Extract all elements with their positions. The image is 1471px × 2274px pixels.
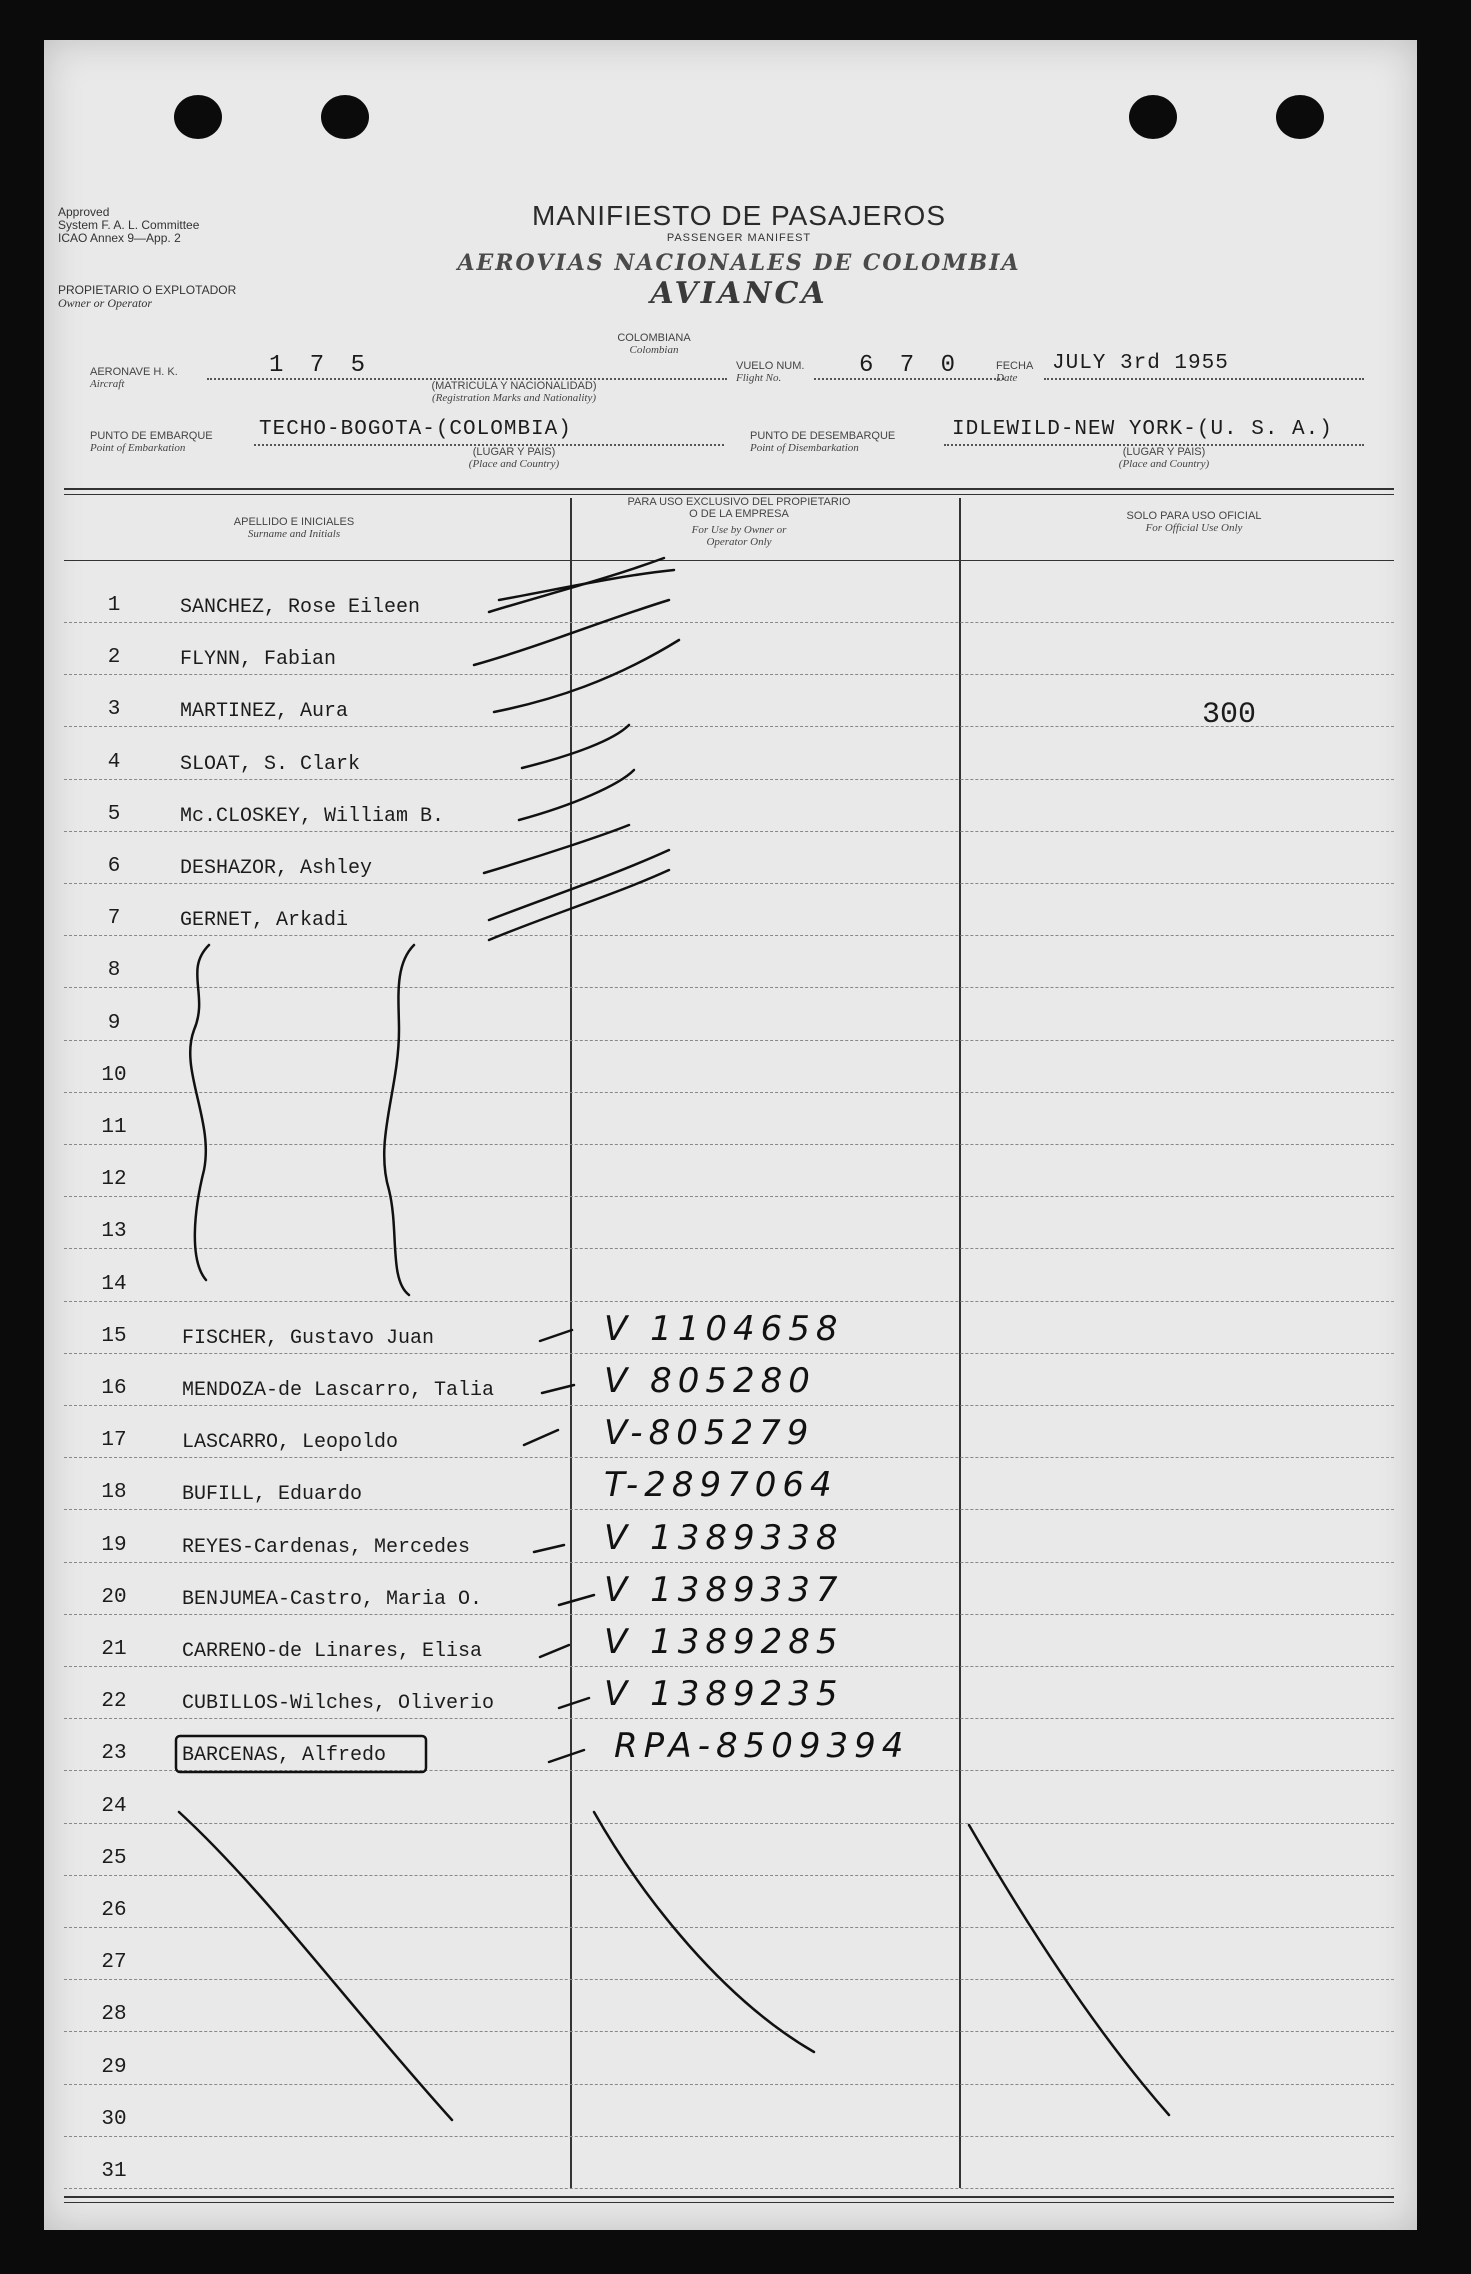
official-note: 300 bbox=[1202, 698, 1257, 732]
nationality-sublabel: Colombian bbox=[629, 344, 679, 356]
row-number: 22 bbox=[101, 1690, 127, 1713]
void-line bbox=[179, 1812, 452, 2120]
disembark-label: PUNTO DE DESEMBARQUE bbox=[750, 430, 896, 442]
row-number: 26 bbox=[101, 1899, 127, 1922]
airline-brand: AVIANCA bbox=[650, 276, 828, 311]
row-number: 31 bbox=[101, 2160, 127, 2183]
tick-mark bbox=[559, 1595, 594, 1605]
owner-header-en1: For Use by Owner or bbox=[691, 524, 787, 536]
official-header-en: For Official Use Only bbox=[1145, 522, 1243, 534]
owner-header-es1: PARA USO EXCLUSIVO DEL PROPIETARIO bbox=[627, 496, 851, 508]
check-mark bbox=[474, 600, 669, 665]
row-number: 15 bbox=[101, 1325, 127, 1348]
date-label: FECHA bbox=[996, 360, 1034, 372]
document-number: T-2897064 bbox=[604, 1465, 838, 1505]
passenger-name: FLYNN, Fabian bbox=[180, 648, 337, 671]
passenger-name: GERNET, Arkadi bbox=[180, 909, 349, 932]
passenger-name: BUFILL, Eduardo bbox=[182, 1483, 363, 1506]
date-sublabel: Date bbox=[996, 372, 1018, 384]
tick-mark bbox=[540, 1330, 572, 1341]
approval-line: Approved bbox=[58, 205, 110, 219]
document-number: V 1389337 bbox=[604, 1570, 844, 1610]
void-line bbox=[594, 1812, 814, 2052]
passenger-name: DESHAZOR, Ashley bbox=[180, 857, 373, 880]
document-number: V 805280 bbox=[604, 1361, 816, 1401]
check-mark bbox=[489, 870, 669, 940]
owner-sublabel: Owner or Operator bbox=[58, 296, 153, 310]
brace-mark bbox=[384, 945, 414, 1295]
passenger-name: CUBILLOS-Wilches, Oliverio bbox=[182, 1692, 495, 1715]
tick-mark bbox=[542, 1385, 574, 1393]
passenger-name: FISCHER, Gustavo Juan bbox=[182, 1327, 435, 1350]
owner-header-es2: O DE LA EMPRESA bbox=[689, 508, 789, 520]
page-title: MANIFIESTO DE PASAJEROS bbox=[531, 200, 947, 231]
row-number: 29 bbox=[101, 2056, 127, 2079]
tick-mark bbox=[549, 1750, 584, 1762]
names-header-es: APELLIDO E INICIALES bbox=[233, 516, 355, 528]
row-number: 21 bbox=[101, 1638, 127, 1661]
flight-sublabel: Flight No. bbox=[736, 372, 782, 384]
pen-marks bbox=[44, 40, 1417, 2230]
check-mark bbox=[489, 850, 669, 920]
document-number: V-805279 bbox=[604, 1413, 815, 1453]
owner-header-en2: Operator Only bbox=[706, 536, 772, 548]
embark-place-sublabel: (Place and Country) bbox=[468, 458, 560, 470]
document-number: RPA-8509394 bbox=[614, 1726, 910, 1766]
document-number: V 1389235 bbox=[604, 1674, 844, 1714]
check-mark bbox=[499, 570, 674, 600]
row-number: 11 bbox=[101, 1116, 127, 1139]
document-number: V 1389285 bbox=[604, 1622, 844, 1662]
disembark-sublabel: Point of Disembarkation bbox=[750, 442, 859, 454]
passenger-name: SANCHEZ, Rose Eileen bbox=[180, 596, 421, 619]
row-number: 19 bbox=[101, 1534, 127, 1557]
row-number: 6 bbox=[107, 855, 121, 878]
void-line bbox=[969, 1825, 1169, 2115]
aircraft-sublabel: Aircraft bbox=[90, 378, 125, 390]
row-number: 27 bbox=[101, 1951, 127, 1974]
row-number: 10 bbox=[101, 1064, 127, 1087]
tick-mark bbox=[524, 1430, 558, 1445]
embark-sublabel: Point of Embarkation bbox=[90, 442, 186, 454]
approval-line: ICAO Annex 9—App. 2 bbox=[58, 231, 181, 245]
registration-label: (MATRICULA Y NACIONALIDAD) bbox=[431, 380, 597, 392]
embark-place-label: (LUGAR Y PAIS) bbox=[472, 446, 556, 458]
flight-value: 6 7 0 bbox=[859, 352, 962, 379]
row-number: 20 bbox=[101, 1586, 127, 1609]
row-number: 3 bbox=[107, 698, 121, 721]
row-number: 28 bbox=[101, 2003, 127, 2026]
passenger-name: Mc.CLOSKEY, William B. bbox=[180, 805, 445, 828]
circled-name bbox=[176, 1736, 426, 1772]
row-number: 5 bbox=[107, 803, 121, 826]
row-number: 9 bbox=[107, 1012, 121, 1035]
embark-value: TECHO-BOGOTA-(COLOMBIA) bbox=[259, 418, 572, 441]
row-number: 30 bbox=[101, 2108, 127, 2131]
tick-mark bbox=[559, 1698, 589, 1708]
registration-sublabel: (Registration Marks and Nationality) bbox=[431, 392, 597, 404]
row-number: 17 bbox=[101, 1429, 127, 1452]
disembark-place-label: (LUGAR Y PAIS) bbox=[1122, 446, 1206, 458]
row-number: 12 bbox=[101, 1168, 127, 1191]
passenger-name: MARTINEZ, Aura bbox=[180, 700, 349, 723]
check-mark bbox=[484, 825, 629, 873]
tick-mark bbox=[534, 1545, 564, 1552]
embark-label: PUNTO DE EMBARQUE bbox=[90, 430, 213, 442]
passenger-name: MENDOZA-de Lascarro, Talia bbox=[182, 1379, 495, 1402]
document-number: V 1389338 bbox=[604, 1518, 844, 1558]
row-number: 1 bbox=[107, 594, 121, 617]
row-number: 24 bbox=[101, 1795, 127, 1818]
names-header-en: Surname and Initials bbox=[247, 528, 341, 540]
passenger-name: REYES-Cardenas, Mercedes bbox=[182, 1536, 471, 1559]
tick-mark bbox=[540, 1645, 569, 1657]
official-header-es: SOLO PARA USO OFICIAL bbox=[1126, 510, 1262, 522]
manifest-sheet bbox=[44, 40, 1417, 2230]
approval-line: System F. A. L. Committee bbox=[58, 218, 200, 232]
row-number: 7 bbox=[107, 907, 121, 930]
document-number: V 1104658 bbox=[604, 1309, 844, 1349]
flight-label: VUELO NUM. bbox=[736, 360, 805, 372]
disembark-value: IDLEWILD-NEW YORK-(U. S. A.) bbox=[952, 418, 1333, 441]
row-number: 13 bbox=[101, 1220, 127, 1243]
nationality-label: COLOMBIANA bbox=[617, 332, 691, 344]
brace-mark bbox=[190, 945, 209, 1280]
row-number: 2 bbox=[107, 646, 121, 669]
passenger-name: LASCARRO, Leopoldo bbox=[182, 1431, 399, 1454]
date-value: JULY 3rd 1955 bbox=[1052, 352, 1229, 375]
row-number: 18 bbox=[101, 1481, 127, 1504]
disembark-place-sublabel: (Place and Country) bbox=[1118, 458, 1210, 470]
airline-name: AEROVIAS NACIONALES DE COLOMBIA bbox=[457, 250, 1021, 276]
passenger-name: BENJUMEA-Castro, Maria O. bbox=[182, 1588, 483, 1611]
page-subtitle: PASSENGER MANIFEST bbox=[666, 232, 812, 244]
row-number: 14 bbox=[101, 1273, 127, 1296]
passenger-name: BARCENAS, Alfredo bbox=[182, 1744, 387, 1767]
aircraft-label: AERONAVE H. K. bbox=[90, 366, 178, 378]
owner-label: PROPIETARIO O EXPLOTADOR bbox=[58, 283, 237, 297]
row-number: 8 bbox=[107, 959, 121, 982]
passenger-name: CARRENO-de Linares, Elisa bbox=[182, 1640, 483, 1663]
row-number: 4 bbox=[107, 751, 121, 774]
row-number: 25 bbox=[101, 1847, 127, 1870]
row-number: 16 bbox=[101, 1377, 127, 1400]
check-mark bbox=[519, 770, 634, 820]
passenger-name: SLOAT, S. Clark bbox=[180, 753, 361, 776]
check-mark bbox=[522, 725, 629, 768]
row-number: 23 bbox=[101, 1742, 127, 1765]
aircraft-value: 1 7 5 bbox=[269, 352, 372, 379]
